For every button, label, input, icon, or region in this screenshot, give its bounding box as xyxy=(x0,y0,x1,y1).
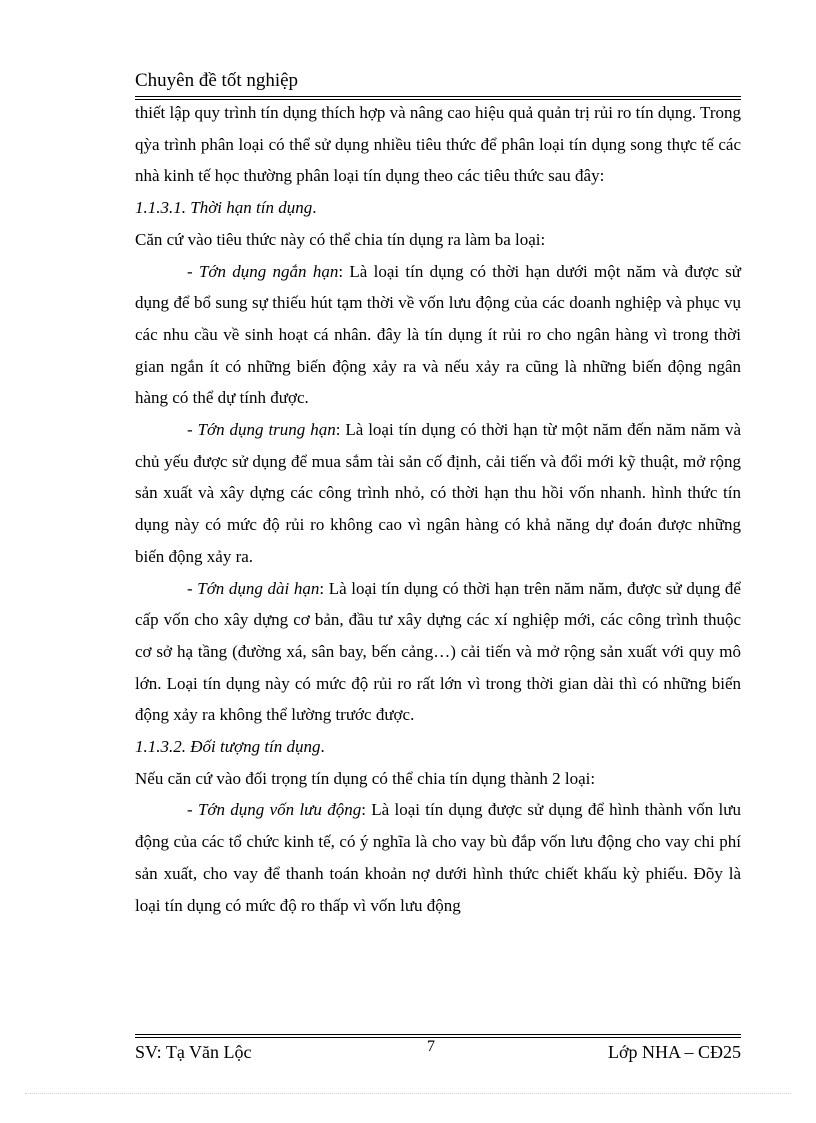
section-heading-1-1-3-1 xyxy=(135,192,741,224)
section-heading-tail: . xyxy=(320,737,325,757)
list-item-medium-term-credit xyxy=(135,414,741,573)
item-text: : Là loại tín dụng có thời hạn từ một năm đến năm năm và chủ yếu được sử dụng để mua sắm tài sản cố định, cải tiến và đổi mới kỹ thuật, mở rộng sản xuất và xây dựng các công trình nhỏ, có thời hạn thu hồi vốn nhanh. hình thức tín dụng này có mức độ rủi ro không cao vì ngân hàng có khả năng dự đoán được những biến động xảy ra. xyxy=(135,420,741,566)
item-text: : Là loại tín dụng có thời hạn trên năm năm, được sử dụng để cấp vốn cho xây dựng cơ bản, đầu tư xây dựng các xí nghiệp mới, các công trình thuộc cơ sở hạ tầng (đường xá, sân bay, bến cảng…) cải tiến và mở rộng sản xuất với quy mô lớn. Loại tín dụng này có mức độ rủi ro rất lớn vì trong thời gian dài thì có những biến động xảy ra không thể lường trước được. xyxy=(135,578,741,725)
item-term: Tớn dụng ngắn hạn xyxy=(198,261,339,281)
footer xyxy=(135,1038,741,1068)
paragraph: Căn cứ vào tiêu thức này có thể chia tín dụng ra làm ba loại: xyxy=(135,229,546,249)
section-heading-text: 1.1.3.2. Đối tượng tín dụng xyxy=(135,737,321,757)
section-heading-tail: . xyxy=(312,198,317,218)
section-heading-text: 1.1.3.1. Thời hạn tín dụng xyxy=(135,198,313,218)
item-lead: - xyxy=(187,800,198,820)
footer-rule-bottom xyxy=(135,1037,741,1038)
footer-class-label: Lớp NHA – CĐ25 xyxy=(607,1042,741,1062)
item-lead: - xyxy=(187,261,199,281)
list-item-working-capital-credit xyxy=(135,794,741,921)
body-text xyxy=(135,97,741,921)
page-number: 7 xyxy=(427,1038,435,1055)
item-lead: - xyxy=(187,420,198,440)
page-edge-dotted-line xyxy=(25,1093,791,1094)
item-term: Tớn dụng vốn lưu động xyxy=(197,800,362,820)
item-text: : Là loại tín dụng được sử dụng để hình thành vốn lưu động của các tổ chức kinh tế, có ý nghĩa là cho vay bù đắp vốn lưu động cho vay chi phí sản xuất, cho vay để thanh toán khoản nợ dưới hình thức chiết khấu kỳ phiếu. Đõy là loại tín dụng có mức độ ro thấp vì vốn lưu động xyxy=(135,800,741,915)
section-heading-1-1-3-2 xyxy=(135,731,741,763)
item-term: Tớn dụng dài hạn xyxy=(197,578,320,598)
list-item-short-term-credit xyxy=(135,256,741,415)
paragraph: thiết lập quy trình tín dụng thích hợp và nâng cao hiệu quả quản trị rủi ro tín dụng. Trong qỳa trình phân loại có thể sử dụng nhiều tiêu thức để phân loại tín dụng song thực tế các nhà kinh tế học thường phân loại tín dụng theo các tiêu thức sau đây: xyxy=(135,103,741,186)
list-item-long-term-credit xyxy=(135,573,741,732)
footer-rule-top xyxy=(135,1034,741,1035)
item-text: : Là loại tín dụng có thời hạn dưới một năm và được sử dụng để bổ sung sự thiếu hút tạm thời về vốn lưu động của các doanh nghiệp và phục vụ các nhu cầu về sinh hoạt cá nhân. đây là tín dụng ít rủi ro cho ngân hàng vì trong thời gian ngắn ít có những biến động xảy ra và nếu xảy ra cũng là những biến động ngân hàng có thể dự tính được. xyxy=(135,261,741,408)
footer-student-name: SV: Tạ Văn Lộc xyxy=(135,1042,252,1062)
item-term: Tớn dụng trung hạn xyxy=(197,420,336,440)
item-lead: - xyxy=(187,578,198,598)
header-title: Chuyên đề tốt nghiệp xyxy=(135,70,299,91)
paragraph: Nếu căn cứ vào đối trọng tín dụng có thể chia tín dụng thành 2 loại: xyxy=(135,768,596,788)
